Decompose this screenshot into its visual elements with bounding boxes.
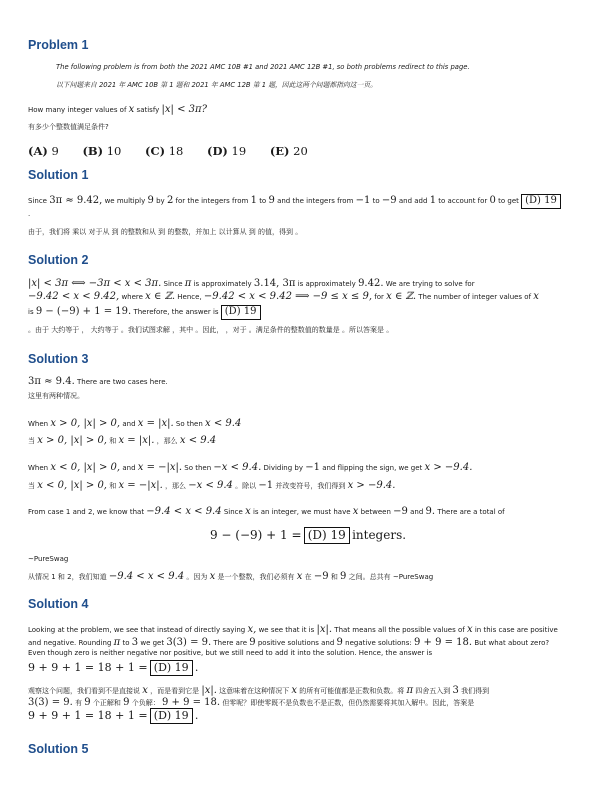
solution4-equation: 9 + 9 + 1 = 18 + 1 = (D) 19 . xyxy=(28,661,199,674)
solution2-zh: 。由于 大约等于 ， 大约等于 。我们试图求解 ，其中 。因此， ，对于 。满足条件的整数值的数量是 。所以答案是 。 xyxy=(28,326,394,334)
answer-choices xyxy=(28,145,328,159)
solution1-zh: 由于，我们将 乘以 对于从 到 的整数和从 到 的整数，并加上 以计算从 到 的值，得到 。 xyxy=(28,228,303,236)
solution3-answer-box: (D) 19 xyxy=(304,527,350,544)
problem-question-en xyxy=(28,104,207,116)
solution3-intro: 3π ≈ 9.4. There are two cases here. xyxy=(28,376,168,387)
choice-c: (C) 18 xyxy=(145,144,184,158)
choice-a: (A) 9 xyxy=(28,144,59,158)
problem-question-zh: 有多少个整数值满足条件? xyxy=(28,123,109,131)
text: How many integer values of xyxy=(28,106,127,114)
solution2-line1: |x| < 3π ⟺ −3π < x < 3π. Since π is approximately 3.14, 3π is approximately 9.42. We are trying to solve for xyxy=(28,278,475,289)
solution3-case1-zh: 当 x > 0, |x| > 0, 和 x = |x|. ，那么 x < 9.4 xyxy=(28,435,217,446)
solution1-answer-box: (D) 19 xyxy=(521,194,561,209)
solution3-author: ~PureSwag xyxy=(28,555,69,563)
choice-d: (D) 19 xyxy=(207,144,247,158)
solution1-heading: Solution 1 xyxy=(28,168,89,182)
solution1-text: Since 3π ≈ 9.42, we multiply 9 by 2 for the integers from 1 to 9 and the integers from −1 to −9 and add 1 to account for 0 to get (D) 19 xyxy=(28,194,561,209)
solution4-heading: Solution 4 xyxy=(28,597,89,611)
solution4-zh-line2: 3(3) = 9. 有 9 个正解和 9 个负解： 9 + 9 = 18. 但零呢？即使零既不是负数也不是正数，但仍然需要将其加入解中。因此，答案是 xyxy=(28,697,475,708)
solution4-answer-box: (D) 19 xyxy=(150,660,193,676)
text: satisfy xyxy=(136,106,160,114)
solution2-answer-box: (D) 19 xyxy=(221,305,261,320)
solution3-heading: Solution 3 xyxy=(28,352,89,366)
choice-e: (E) 20 xyxy=(269,144,308,158)
math: x xyxy=(128,104,135,115)
choice-b: (B) 10 xyxy=(82,144,122,158)
solution3-zh: 从情况 1 和 2，我们知道 −9.4 < x < 9.4 。因为 x 是一个整数，我们必须有 x 在 −9 和 9 之间。总共有 ~PureSwag xyxy=(28,571,434,582)
problem-note-en: The following problem is from both the 2021 AMC 10B #1 and 2021 AMC 12B #1, so both problems redirect to this page. xyxy=(56,63,470,71)
math: |x| < 3π? xyxy=(161,104,207,115)
solution2-line2: −9.42 < x < 9.42, where x ∈ ℤ. Hence, −9.42 < x < 9.42 ⟹ −9 ≤ x ≤ 9, for x ∈ ℤ. The number of integer values of x xyxy=(28,291,539,302)
solution3-conclusion: From case 1 and 2, we know that −9.4 < x < 9.4 Since x is an integer, we must have x between −9 and 9. There are a total of xyxy=(28,506,505,517)
solution4-zh-answer-box: (D) 19 xyxy=(150,708,193,724)
solution3-intro-zh: 这里有两种情况。 xyxy=(28,392,84,400)
solution4-line1: Looking at the problem, we see that instead of directly saying x, we see that it is |x|. That means all the possible values of x in this case are positive xyxy=(28,624,558,635)
solution1-dot: . xyxy=(28,210,31,218)
problem-note-zh: 以下问题来自 2021 年 AMC 10B 第 1 题和 2021 年 AMC 12B 第 1 题，因此这两个问题都指向这一页。 xyxy=(56,81,377,89)
solution4-line2: and negative. Rounding π to 3 we get 3(3) = 9. There are 9 positive solutions and 9 negative solutions: 9 + 9 = 18. But what about zero? xyxy=(28,637,550,648)
solution3-case1: When x > 0, |x| > 0, and x = |x|. So then x < 9.4 xyxy=(28,418,242,429)
problem-heading: Problem 1 xyxy=(28,38,89,52)
solution3-case2-zh: 当 x < 0, |x| > 0, 和 x = −|x|. ，那么 −x < 9.4 。除以 −1 并改变符号，我们得到 x > −9.4. xyxy=(28,480,396,491)
solution4-line3: Even though zero is neither negative nor positive, but we still need to add it into the solution. Hence, the answer is xyxy=(28,649,433,657)
solution2-heading: Solution 2 xyxy=(28,253,89,267)
solution4-zh-line1: 观察这个问题，我们看到不是直接说 x ，而是看到它是 |x|. 这意味着在这种情况下 x 的所有可能值都是正数和负数。将 π 四舍五入到 3 我们得到 xyxy=(28,685,490,696)
solution5-heading: Solution 5 xyxy=(28,742,89,756)
solution4-zh-equation: 9 + 9 + 1 = 18 + 1 = (D) 19 . xyxy=(28,709,199,722)
solution3-case2: When x < 0, |x| > 0, and x = −|x|. So then −x < 9.4. Dividing by −1 and flipping the sign, we get x > −9.4. xyxy=(28,462,473,473)
solution2-line3: is 9 − (−9) + 1 = 19. Therefore, the answer is (D) 19 xyxy=(28,305,261,320)
solution3-equation: 9 − (−9) + 1 = (D) 19 integers. xyxy=(209,528,407,542)
